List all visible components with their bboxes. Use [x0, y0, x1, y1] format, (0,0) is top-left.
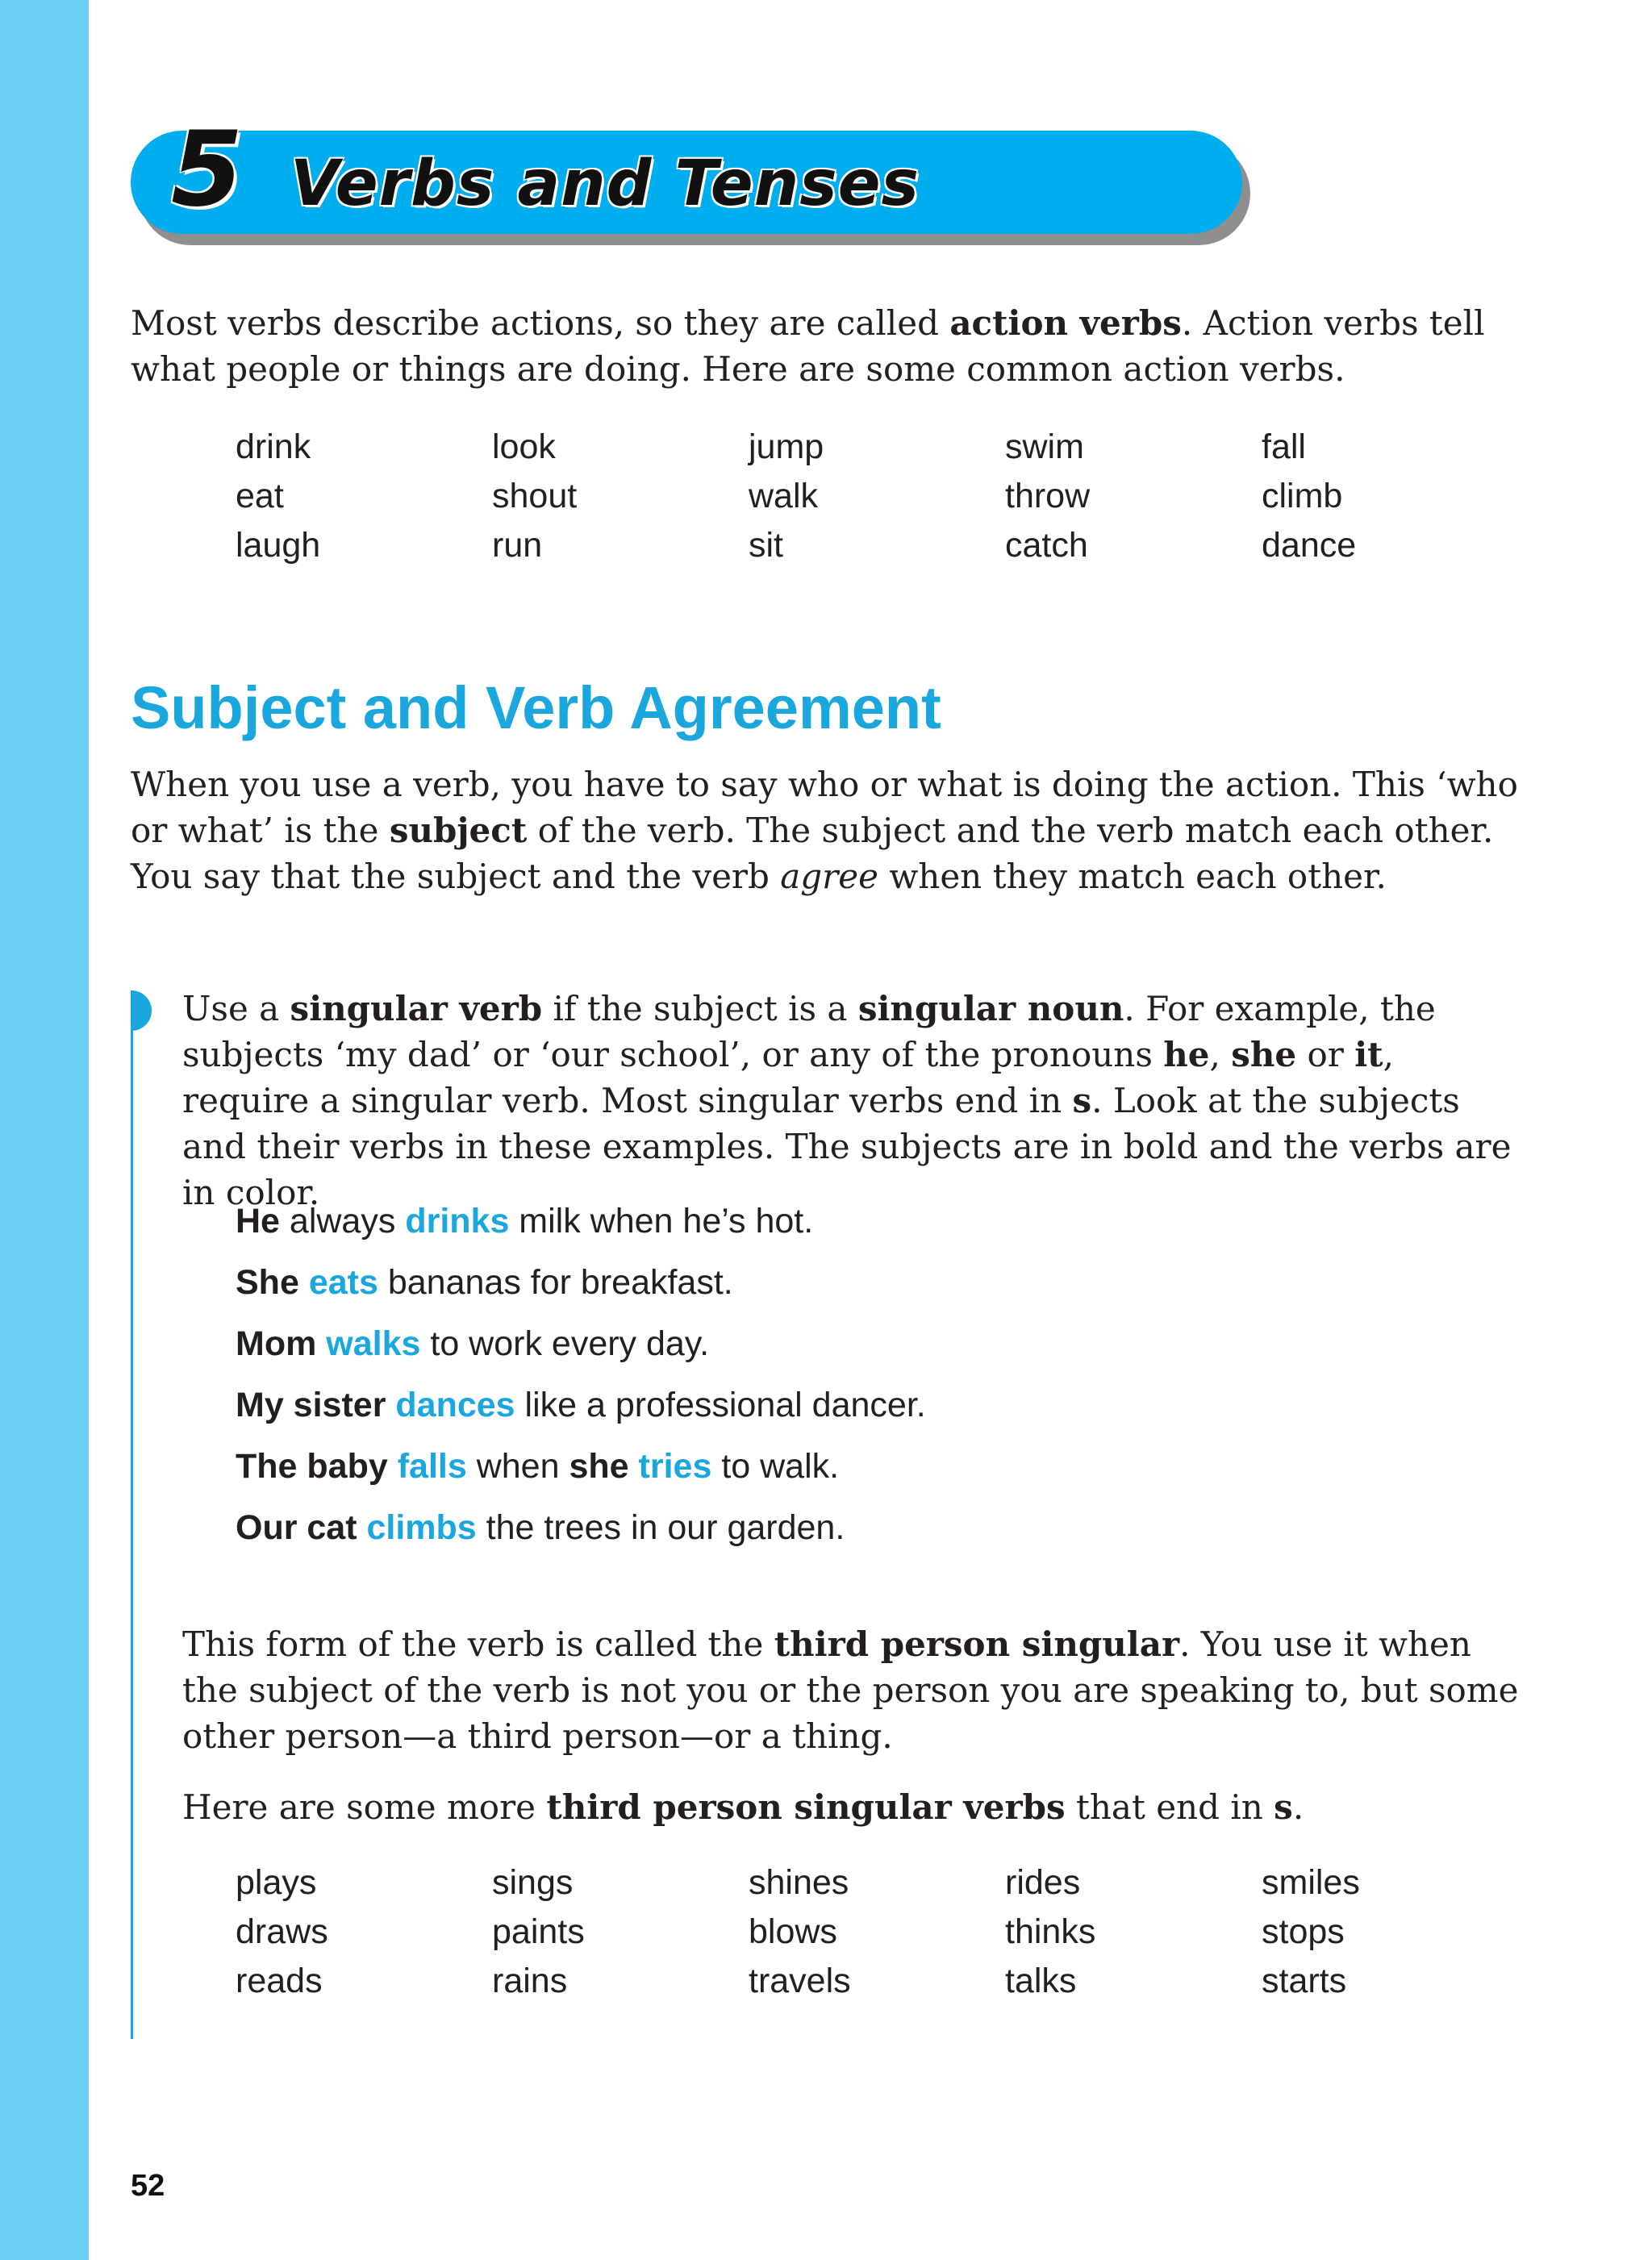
singular-verb-rule-paragraph: Use a singular verb if the subject is a singular noun. For example, the subjects ‘my dad’ or ‘our school’, or any of the pronouns he, she or it, require a singular verb. Most singular verbs end in s. Look at the subjects and their verbs in these examples. The subjects are in bold and the verbs are in color. [182, 989, 1512, 1212]
subject-verb-paragraph: When you use a verb, you have to say who or what is doing the action. This ‘who or what’ is the subject of the verb. The subject and the verb match each other. You say that the subject and the verb agree when they match each other. [131, 765, 1518, 896]
list-item: run [492, 526, 543, 565]
example-sentences [236, 1197, 926, 1565]
chapter-title: Verbs and Tenses [290, 148, 920, 220]
action-verbs-list [236, 423, 1518, 570]
list-item: sings [492, 1863, 574, 1902]
list-item: throw [1005, 477, 1091, 515]
list-item: swim [1005, 427, 1084, 466]
example-sentence: The baby falls when she tries to walk. [236, 1447, 840, 1486]
list-item: reads [236, 1962, 323, 2000]
list-item: walk [749, 477, 819, 515]
list-item: paints [492, 1912, 585, 1951]
list-item: drink [236, 427, 311, 466]
list-item: travels [749, 1962, 851, 2000]
third-person-paragraph: This form of the verb is called the third person singular. You use it when the subject of the verb is not you or the person you are speaking to, but some other person—a third person—or a thing. [182, 1624, 1519, 1756]
list-item: starts [1262, 1962, 1347, 2000]
third-person-verbs-list [236, 1858, 1518, 2006]
example-sentence: Our cat climbs the trees in our garden. [236, 1508, 845, 1547]
rule-vertical-rule [131, 1031, 133, 2039]
list-item: fall [1262, 427, 1306, 466]
chapter-number: 5 [171, 110, 244, 230]
list-item: talks [1005, 1962, 1077, 2000]
example-sentence: Mom walks to work every day. [236, 1324, 710, 1363]
example-sentence: She eats bananas for breakfast. [236, 1263, 733, 1302]
list-item: jump [749, 427, 824, 466]
section-heading: Subject and Verb Agreement [131, 674, 941, 741]
list-item: climb [1262, 477, 1343, 515]
list-item: shines [749, 1863, 849, 1902]
page-sidebar-strip [0, 0, 89, 2260]
list-item: smiles [1262, 1863, 1360, 1902]
list-item: rains [492, 1962, 568, 2000]
list-item: catch [1005, 526, 1088, 565]
list-item: stops [1262, 1912, 1345, 1951]
list-item: plays [236, 1863, 317, 1902]
list-item: rides [1005, 1863, 1081, 1902]
list-item: laugh [236, 526, 321, 565]
list-item: blows [749, 1912, 837, 1951]
example-sentence: He always drinks milk when he’s hot. [236, 1202, 814, 1240]
list-item: look [492, 427, 556, 466]
example-sentence: My sister dances like a professional dancer. [236, 1386, 926, 1424]
list-item: shout [492, 477, 578, 515]
more-verbs-paragraph: Here are some more third person singular verbs that end in s. [182, 1787, 1304, 1827]
list-item: eat [236, 477, 284, 515]
page-number: 52 [131, 2169, 165, 2203]
list-item: sit [749, 526, 783, 565]
intro-paragraph: Most verbs describe actions, so they are called action verbs. Action verbs tell what people or things are doing. Here are some common action verbs. [131, 303, 1485, 389]
list-item: dance [1262, 526, 1357, 565]
list-item: thinks [1005, 1912, 1096, 1951]
list-item: draws [236, 1912, 328, 1951]
